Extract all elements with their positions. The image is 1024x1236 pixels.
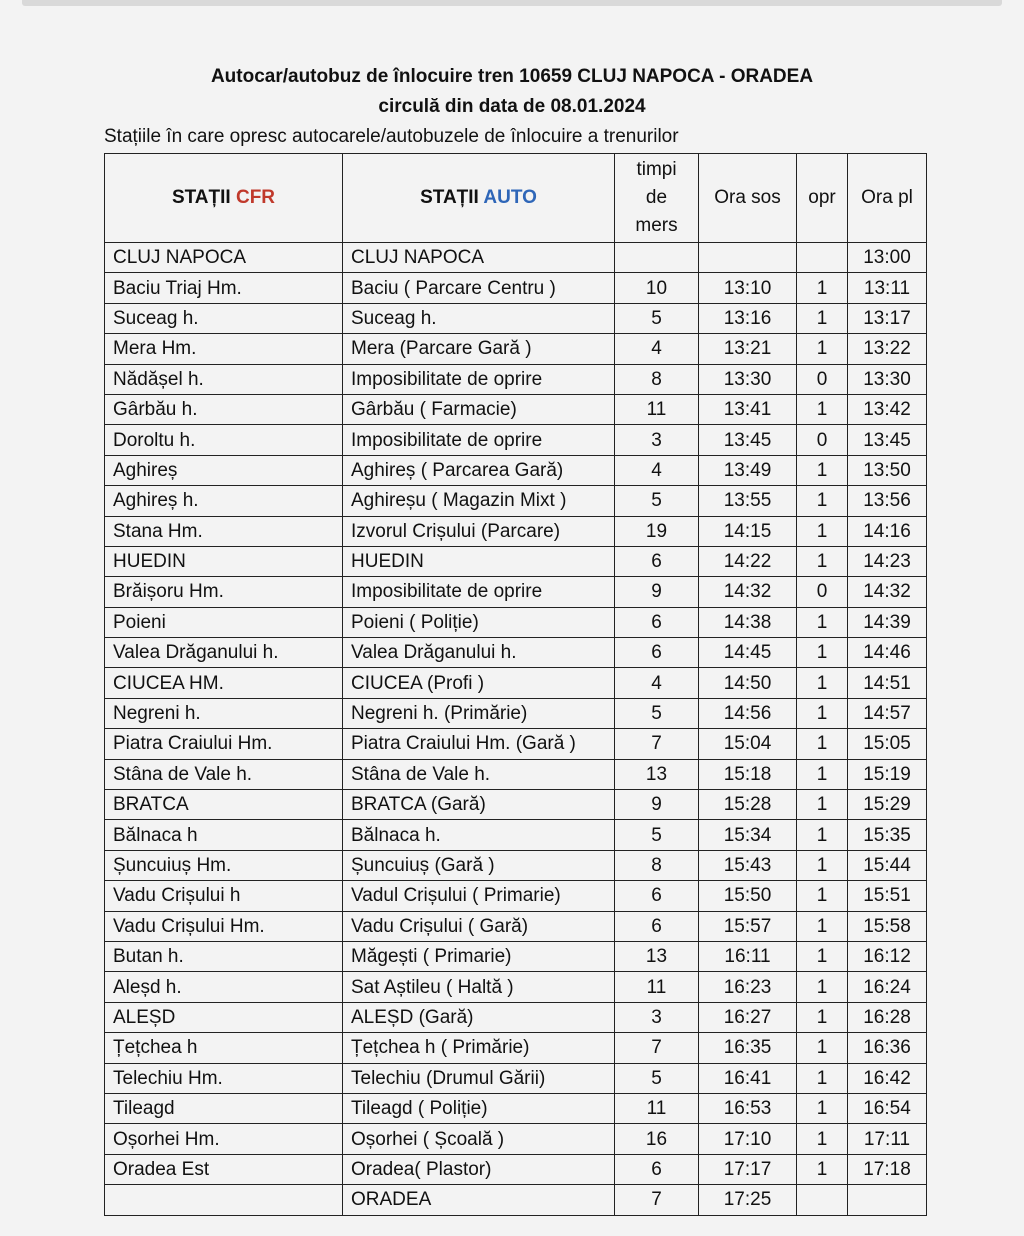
cell-ora-sosire xyxy=(699,243,797,273)
cell-oprire: 1 xyxy=(797,698,848,728)
cell-statie-cfr: Stâna de Vale h. xyxy=(105,759,343,789)
cell-timpi-de-mers: 6 xyxy=(615,881,699,911)
cell-statie-auto: Vadul Crișului ( Primarie) xyxy=(343,881,615,911)
cell-statie-auto: Bălnaca h. xyxy=(343,820,615,850)
cell-ora-plecare: 13:45 xyxy=(848,425,927,455)
table-row xyxy=(105,1093,927,1123)
cell-statie-auto: Mera (Parcare Gară ) xyxy=(343,334,615,364)
cell-timpi-de-mers: 11 xyxy=(615,394,699,424)
cell-ora-plecare xyxy=(848,1185,927,1215)
table-row xyxy=(105,729,927,759)
cell-ora-sosire: 16:41 xyxy=(699,1063,797,1093)
cell-statie-auto: Izvorul Crișului (Parcare) xyxy=(343,516,615,546)
cell-statie-cfr: Baciu Triaj Hm. xyxy=(105,273,343,303)
cell-ora-sosire: 15:28 xyxy=(699,790,797,820)
cell-ora-plecare: 13:17 xyxy=(848,303,927,333)
cell-timpi-de-mers: 9 xyxy=(615,790,699,820)
schedule-body xyxy=(105,243,927,1216)
cell-timpi-de-mers: 3 xyxy=(615,1002,699,1032)
table-row xyxy=(105,668,927,698)
cell-statie-cfr: Țețchea h xyxy=(105,1033,343,1063)
cell-timpi-de-mers: 4 xyxy=(615,668,699,698)
cell-statie-auto: Măgești ( Primarie) xyxy=(343,941,615,971)
document-title: Autocar/autobuz de înlocuire tren 10659 CLUJ NAPOCA - ORADEA xyxy=(210,66,814,87)
cell-ora-plecare: 16:36 xyxy=(848,1033,927,1063)
cell-ora-plecare: 15:51 xyxy=(848,881,927,911)
cell-statie-auto: Sat Aștileu ( Haltă ) xyxy=(343,972,615,1002)
cell-ora-plecare: 16:42 xyxy=(848,1063,927,1093)
cell-statie-cfr: Bălnaca h xyxy=(105,820,343,850)
table-row xyxy=(105,607,927,637)
cell-timpi-de-mers: 19 xyxy=(615,516,699,546)
cell-timpi-de-mers: 5 xyxy=(615,303,699,333)
cell-ora-plecare: 17:18 xyxy=(848,1154,927,1184)
cell-statie-auto: Țețchea h ( Primărie) xyxy=(343,1033,615,1063)
cell-ora-plecare: 16:24 xyxy=(848,972,927,1002)
cell-statie-auto: Oșorhei ( Școală ) xyxy=(343,1124,615,1154)
cell-oprire: 1 xyxy=(797,790,848,820)
table-row xyxy=(105,850,927,880)
table-row xyxy=(105,972,927,1002)
cell-ora-sosire: 13:55 xyxy=(699,486,797,516)
cell-oprire: 1 xyxy=(797,486,848,516)
cell-oprire: 1 xyxy=(797,334,848,364)
cell-oprire: 1 xyxy=(797,394,848,424)
cell-statie-auto: Suceag h. xyxy=(343,303,615,333)
header-auto-label: AUTO xyxy=(483,187,537,208)
cell-statie-auto: CIUCEA (Profi ) xyxy=(343,668,615,698)
table-row xyxy=(105,638,927,668)
cell-ora-plecare: 16:12 xyxy=(848,941,927,971)
cell-oprire: 1 xyxy=(797,1093,848,1123)
cell-ora-sosire: 13:16 xyxy=(699,303,797,333)
table-row xyxy=(105,1063,927,1093)
cell-statie-cfr: Tileagd xyxy=(105,1093,343,1123)
cell-oprire: 1 xyxy=(797,638,848,668)
cell-oprire: 1 xyxy=(797,273,848,303)
cell-ora-plecare: 13:30 xyxy=(848,364,927,394)
cell-timpi-de-mers: 6 xyxy=(615,638,699,668)
cell-ora-plecare: 14:57 xyxy=(848,698,927,728)
cell-timpi-de-mers: 13 xyxy=(615,941,699,971)
cell-ora-plecare: 16:28 xyxy=(848,1002,927,1032)
cell-timpi-de-mers: 4 xyxy=(615,334,699,364)
cell-ora-sosire: 15:18 xyxy=(699,759,797,789)
cell-ora-sosire: 14:45 xyxy=(699,638,797,668)
cell-oprire: 0 xyxy=(797,577,848,607)
table-row xyxy=(105,546,927,576)
header-statii-cfr xyxy=(105,154,343,243)
cell-ora-plecare: 14:16 xyxy=(848,516,927,546)
cell-statie-cfr: Aghireș h. xyxy=(105,486,343,516)
cell-statie-cfr: Valea Drăganului h. xyxy=(105,638,343,668)
header-timpi-line: mers xyxy=(635,215,678,236)
table-row xyxy=(105,881,927,911)
header-timpi-line: timpi xyxy=(636,159,677,180)
cell-timpi-de-mers: 10 xyxy=(615,273,699,303)
cell-ora-sosire: 16:11 xyxy=(699,941,797,971)
cell-ora-sosire: 15:43 xyxy=(699,850,797,880)
schedule-table xyxy=(104,153,927,1216)
cell-statie-auto: CLUJ NAPOCA xyxy=(343,243,615,273)
cell-timpi-de-mers: 6 xyxy=(615,1154,699,1184)
cell-oprire: 1 xyxy=(797,668,848,698)
cell-ora-sosire: 17:17 xyxy=(699,1154,797,1184)
cell-statie-cfr: HUEDIN xyxy=(105,546,343,576)
header-cfr-label: CFR xyxy=(235,187,276,208)
cell-timpi-de-mers: 3 xyxy=(615,425,699,455)
cell-ora-plecare: 13:56 xyxy=(848,486,927,516)
cell-oprire: 1 xyxy=(797,941,848,971)
cell-timpi-de-mers: 5 xyxy=(615,698,699,728)
cell-timpi-de-mers: 5 xyxy=(615,820,699,850)
cell-statie-auto: Imposibilitate de oprire xyxy=(343,425,615,455)
cell-ora-sosire: 14:56 xyxy=(699,698,797,728)
table-row xyxy=(105,790,927,820)
cell-timpi-de-mers: 4 xyxy=(615,455,699,485)
cell-statie-cfr: Negreni h. xyxy=(105,698,343,728)
cell-ora-plecare: 15:19 xyxy=(848,759,927,789)
table-row xyxy=(105,1033,927,1063)
header-statii-label: STAȚII xyxy=(171,187,231,208)
cell-oprire: 0 xyxy=(797,425,848,455)
cell-statie-cfr: Suceag h. xyxy=(105,303,343,333)
cell-statie-auto: Valea Drăganului h. xyxy=(343,638,615,668)
cell-ora-plecare: 14:39 xyxy=(848,607,927,637)
cell-statie-auto: ALEȘD (Gară) xyxy=(343,1002,615,1032)
cell-oprire: 1 xyxy=(797,972,848,1002)
cell-statie-cfr: Brăișoru Hm. xyxy=(105,577,343,607)
table-row xyxy=(105,577,927,607)
table-row xyxy=(105,425,927,455)
cell-timpi-de-mers: 11 xyxy=(615,972,699,1002)
cell-statie-auto: Telechiu (Drumul Gării) xyxy=(343,1063,615,1093)
cell-statie-cfr: Mera Hm. xyxy=(105,334,343,364)
cell-oprire xyxy=(797,243,848,273)
cell-timpi-de-mers: 6 xyxy=(615,546,699,576)
top-bar xyxy=(22,0,1002,6)
table-row xyxy=(105,759,927,789)
cell-statie-cfr: Aghireș xyxy=(105,455,343,485)
header-row xyxy=(105,154,927,243)
table-row xyxy=(105,364,927,394)
cell-statie-cfr: Vadu Crișului Hm. xyxy=(105,911,343,941)
cell-ora-plecare: 14:23 xyxy=(848,546,927,576)
cell-timpi-de-mers xyxy=(615,243,699,273)
cell-ora-sosire: 16:53 xyxy=(699,1093,797,1123)
cell-ora-sosire: 17:25 xyxy=(699,1185,797,1215)
cell-statie-auto: Imposibilitate de oprire xyxy=(343,364,615,394)
table-row xyxy=(105,1154,927,1184)
cell-timpi-de-mers: 16 xyxy=(615,1124,699,1154)
cell-statie-auto: Tileagd ( Poliție) xyxy=(343,1093,615,1123)
cell-ora-sosire: 13:10 xyxy=(699,273,797,303)
header-ora-pl: Ora pl xyxy=(848,154,927,243)
table-row xyxy=(105,394,927,424)
table-row xyxy=(105,820,927,850)
cell-oprire: 1 xyxy=(797,759,848,789)
cell-ora-plecare: 13:00 xyxy=(848,243,927,273)
document-subtitle: Stațiile în care opresc autocarele/autobuzele de înlocuire a trenurilor xyxy=(104,126,679,147)
cell-oprire: 1 xyxy=(797,1002,848,1032)
cell-statie-auto: ORADEA xyxy=(343,1185,615,1215)
cell-oprire: 0 xyxy=(797,364,848,394)
table-row xyxy=(105,455,927,485)
document-date-line: circulă din data de 08.01.2024 xyxy=(378,96,646,117)
cell-oprire: 1 xyxy=(797,911,848,941)
cell-statie-cfr xyxy=(105,1185,343,1215)
cell-statie-auto: Baciu ( Parcare Centru ) xyxy=(343,273,615,303)
header-ora-sos: Ora sos xyxy=(699,154,797,243)
cell-ora-plecare: 14:46 xyxy=(848,638,927,668)
table-row xyxy=(105,243,927,273)
cell-ora-sosire: 14:15 xyxy=(699,516,797,546)
cell-ora-plecare: 13:11 xyxy=(848,273,927,303)
cell-ora-sosire: 14:38 xyxy=(699,607,797,637)
cell-ora-plecare: 14:51 xyxy=(848,668,927,698)
cell-statie-auto: Imposibilitate de oprire xyxy=(343,577,615,607)
cell-ora-sosire: 16:35 xyxy=(699,1033,797,1063)
cell-oprire: 1 xyxy=(797,516,848,546)
cell-statie-cfr: Aleșd h. xyxy=(105,972,343,1002)
cell-timpi-de-mers: 7 xyxy=(615,1033,699,1063)
cell-statie-auto: Vadu Crișului ( Gară) xyxy=(343,911,615,941)
cell-timpi-de-mers: 6 xyxy=(615,911,699,941)
cell-oprire: 1 xyxy=(797,820,848,850)
header-timpi-line: de xyxy=(645,187,668,208)
cell-statie-cfr: Piatra Craiului Hm. xyxy=(105,729,343,759)
cell-oprire: 1 xyxy=(797,729,848,759)
cell-statie-auto: Gârbău ( Farmacie) xyxy=(343,394,615,424)
cell-ora-sosire: 15:04 xyxy=(699,729,797,759)
cell-timpi-de-mers: 8 xyxy=(615,364,699,394)
cell-timpi-de-mers: 7 xyxy=(615,729,699,759)
table-row xyxy=(105,303,927,333)
cell-timpi-de-mers: 7 xyxy=(615,1185,699,1215)
cell-ora-plecare: 13:42 xyxy=(848,394,927,424)
cell-statie-cfr: Șuncuiuș Hm. xyxy=(105,850,343,880)
cell-statie-cfr: Butan h. xyxy=(105,941,343,971)
cell-statie-cfr: Oradea Est xyxy=(105,1154,343,1184)
cell-statie-auto: Aghireș ( Parcarea Gară) xyxy=(343,455,615,485)
table-row xyxy=(105,911,927,941)
cell-statie-auto: Șuncuiuș (Gară ) xyxy=(343,850,615,880)
cell-ora-sosire: 13:41 xyxy=(699,394,797,424)
cell-oprire: 1 xyxy=(797,607,848,637)
cell-oprire: 1 xyxy=(797,1063,848,1093)
cell-ora-sosire: 16:27 xyxy=(699,1002,797,1032)
cell-statie-cfr: ALEȘD xyxy=(105,1002,343,1032)
table-row xyxy=(105,941,927,971)
table-row xyxy=(105,334,927,364)
cell-ora-plecare: 15:35 xyxy=(848,820,927,850)
header-statii-label: STAȚII xyxy=(420,187,479,208)
cell-statie-cfr: Vadu Crișului h xyxy=(105,881,343,911)
cell-statie-cfr: Doroltu h. xyxy=(105,425,343,455)
cell-oprire: 1 xyxy=(797,546,848,576)
cell-oprire: 1 xyxy=(797,1154,848,1184)
cell-ora-plecare: 16:54 xyxy=(848,1093,927,1123)
cell-ora-plecare: 13:50 xyxy=(848,455,927,485)
cell-timpi-de-mers: 6 xyxy=(615,607,699,637)
cell-oprire: 1 xyxy=(797,303,848,333)
cell-ora-sosire: 16:23 xyxy=(699,972,797,1002)
cell-ora-plecare: 14:32 xyxy=(848,577,927,607)
cell-ora-plecare: 13:22 xyxy=(848,334,927,364)
cell-timpi-de-mers: 11 xyxy=(615,1093,699,1123)
table-row xyxy=(105,486,927,516)
cell-statie-cfr: Gârbău h. xyxy=(105,394,343,424)
cell-ora-plecare: 17:11 xyxy=(848,1124,927,1154)
header-timpi-de-mers xyxy=(615,154,699,243)
cell-timpi-de-mers: 5 xyxy=(615,1063,699,1093)
header-opr: opr xyxy=(797,154,848,243)
table-row xyxy=(105,1185,927,1215)
cell-oprire: 1 xyxy=(797,881,848,911)
cell-statie-auto: HUEDIN xyxy=(343,546,615,576)
cell-timpi-de-mers: 9 xyxy=(615,577,699,607)
cell-ora-sosire: 14:32 xyxy=(699,577,797,607)
cell-statie-cfr: Poieni xyxy=(105,607,343,637)
cell-oprire: 1 xyxy=(797,455,848,485)
table-row xyxy=(105,1002,927,1032)
cell-ora-sosire: 13:45 xyxy=(699,425,797,455)
cell-ora-sosire: 15:50 xyxy=(699,881,797,911)
cell-statie-auto: Poieni ( Poliție) xyxy=(343,607,615,637)
cell-ora-sosire: 13:49 xyxy=(699,455,797,485)
cell-ora-plecare: 15:05 xyxy=(848,729,927,759)
cell-statie-cfr: Nădășel h. xyxy=(105,364,343,394)
cell-timpi-de-mers: 13 xyxy=(615,759,699,789)
cell-statie-auto: Oradea( Plastor) xyxy=(343,1154,615,1184)
cell-statie-cfr: BRATCA xyxy=(105,790,343,820)
cell-statie-cfr: CLUJ NAPOCA xyxy=(105,243,343,273)
cell-statie-cfr: Telechiu Hm. xyxy=(105,1063,343,1093)
cell-oprire: 1 xyxy=(797,1033,848,1063)
table-row xyxy=(105,273,927,303)
table-row xyxy=(105,516,927,546)
cell-ora-plecare: 15:58 xyxy=(848,911,927,941)
cell-ora-plecare: 15:44 xyxy=(848,850,927,880)
cell-statie-auto: Aghireșu ( Magazin Mixt ) xyxy=(343,486,615,516)
cell-ora-sosire: 15:34 xyxy=(699,820,797,850)
cell-statie-auto: BRATCA (Gară) xyxy=(343,790,615,820)
cell-statie-cfr: CIUCEA HM. xyxy=(105,668,343,698)
cell-oprire: 1 xyxy=(797,850,848,880)
cell-timpi-de-mers: 5 xyxy=(615,486,699,516)
cell-timpi-de-mers: 8 xyxy=(615,850,699,880)
table-row xyxy=(105,1124,927,1154)
cell-ora-sosire: 13:21 xyxy=(699,334,797,364)
header-statii-auto xyxy=(343,154,615,243)
cell-ora-sosire: 13:30 xyxy=(699,364,797,394)
cell-ora-sosire: 14:50 xyxy=(699,668,797,698)
cell-statie-cfr: Stana Hm. xyxy=(105,516,343,546)
cell-statie-auto: Negreni h. (Primărie) xyxy=(343,698,615,728)
cell-oprire xyxy=(797,1185,848,1215)
cell-statie-auto: Stâna de Vale h. xyxy=(343,759,615,789)
cell-statie-cfr: Oșorhei Hm. xyxy=(105,1124,343,1154)
cell-ora-plecare: 15:29 xyxy=(848,790,927,820)
cell-statie-auto: Piatra Craiului Hm. (Gară ) xyxy=(343,729,615,759)
cell-ora-sosire: 15:57 xyxy=(699,911,797,941)
cell-ora-sosire: 17:10 xyxy=(699,1124,797,1154)
cell-oprire: 1 xyxy=(797,1124,848,1154)
table-row xyxy=(105,698,927,728)
cell-ora-sosire: 14:22 xyxy=(699,546,797,576)
